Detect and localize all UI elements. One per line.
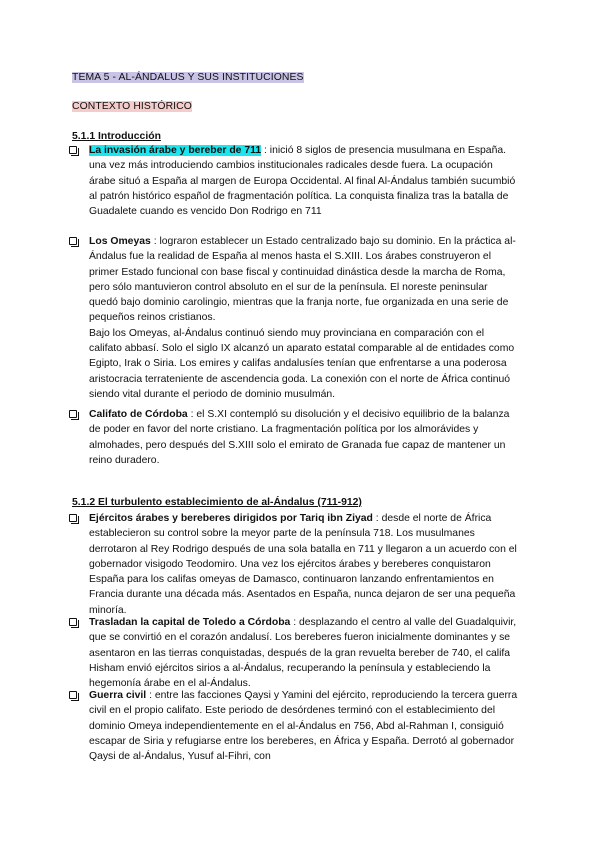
context-label bbox=[72, 100, 192, 114]
list-item bbox=[89, 234, 519, 402]
checkbox-bullet-icon bbox=[69, 410, 77, 418]
title-highlight: TEMA 5 - AL-ÁNDALUS Y SUS INSTITUCIONES bbox=[72, 72, 304, 83]
list-item bbox=[89, 407, 519, 468]
bullet-bold-label: Ejércitos árabes y bereberes dirigidos por Tariq ibn Ziyad bbox=[89, 513, 373, 524]
bullet-bold-label: Guerra civil bbox=[89, 690, 147, 701]
checkbox-bullet-icon bbox=[69, 237, 77, 245]
bullet-text: : entre las facciones Qaysi y Yamini del ejército, reproduciendo la tercera guerra civil en el propio califato. Este periodo de desórdenes terminó con el establecimiento del dominio Omeya independientemente en el al-Ándalus en 756, Abd al-Rahman I, consiguió escapar de Siria y refugiarse entre los bereberes, en África y España. Derrotó al gobernador Qaysi de al-Ándalus, Yusuf al-Fihri, con bbox=[89, 690, 518, 763]
bullet-bold-label: La invasión árabe y bereber de 711 bbox=[89, 145, 262, 156]
checkbox-bullet-icon bbox=[69, 514, 77, 522]
list-item bbox=[89, 511, 519, 618]
section-heading-introduccion: 5.1.1 Introducción bbox=[72, 131, 161, 142]
list-item bbox=[89, 615, 519, 691]
section-heading-establecimiento: 5.1.2 El turbulento establecimiento de al-Ándalus (711-912) bbox=[72, 497, 362, 508]
bullet-text: : inició 8 siglos de presencia musulmana en España. una vez más introduciendo cambios institucionales radicales desde fuera. La ocupación árabe situó a España al margen de Europa Occidental. Al final Al-Ándalus también sucumbió al patrón histórico español de fragmentación política. La conquista finaliza tras la batalla de Guadalete cuando es vencido Don Rodrigo en 711 bbox=[89, 145, 516, 218]
bullet-text: : desplazando el centro al valle del Guadalquivir, que se convirtió en el corazón andalusí. Los bereberes fueron inicialmente dominantes y se asentaron en las tierras conquistadas, después de la gran revuelta bereber de 740, el califa Hisham envió ejércitos sirios a al-Ándalus, recuperando la península y estableciendo la hegemonía árabe en el al-Ándalus. bbox=[89, 617, 517, 690]
document-title bbox=[72, 71, 304, 85]
context-highlight: CONTEXTO HISTÓRICO bbox=[72, 101, 192, 112]
checkbox-bullet-icon bbox=[69, 618, 77, 626]
bullet-bold-label: Trasladan la capital de Toledo a Córdoba bbox=[89, 617, 291, 628]
bullet-text: : desde el norte de África establecieron su control sobre la meyor parte de la península 718. Los musulmanes derrotaron al Rey Rodrigo después de una sola batalla en 711 y llegaron a un acuerdo con el gobernador visigodo Teodomiro. Una vez los ejércitos árabes y bereberes conquistaron España para los califas omeyas de Damasco, continuaron lanzando enfrentamientos en Francia durante una década más. Asentados en España, nunca dejaron de ser una pequeña minoría. bbox=[89, 513, 517, 616]
bullet-bold-label: Califato de Córdoba bbox=[89, 409, 188, 420]
checkbox-bullet-icon bbox=[69, 691, 77, 699]
list-item bbox=[89, 143, 519, 219]
bullet-text: : lograron establecer un Estado centralizado bajo su dominio. En la práctica al-Ándalus fue la realidad de España al menos hasta el S.XIII. Los árabes construyeron el primer Estado funcional con base fiscal y continuidad dinástica desde la marcha de Roma, pero sólo mantuvieron control absoluto en el sur de la península. El noreste peninsular quedó bajo dominio carolingio, mientras que la franja norte, fue organizada en una serie de pequeños reinos cristianos. bbox=[89, 236, 516, 324]
bullet-text: : el S.XI contempló su disolución y el decisivo equilibrio de la balanza de poder en favor del norte cristiano. La fragmentación política por los almorávides y almohades, pero después del S.XIII solo el emirato de Granada fue capaz de mantener un reino duradero. bbox=[89, 409, 510, 466]
checkbox-bullet-icon bbox=[69, 146, 77, 154]
list-item bbox=[89, 688, 519, 764]
bullet-extra-paragraph: Bajo los Omeyas, al-Ándalus continuó siendo muy provinciana en comparación con el califato abbasí. Solo el siglo IX alcanzó un aparato estatal comparable al de entidades como Egipto, Irak o Siria. Los emires y califas andalusíes tenían que enfrentarse a una poderosa aristocracia terrateniente de ascendencia goda. La conexión con el norte de África continuó siendo vital durante el periodo de dominio musulmán. bbox=[89, 327, 515, 400]
bullet-bold-label: Los Omeyas bbox=[89, 236, 151, 247]
